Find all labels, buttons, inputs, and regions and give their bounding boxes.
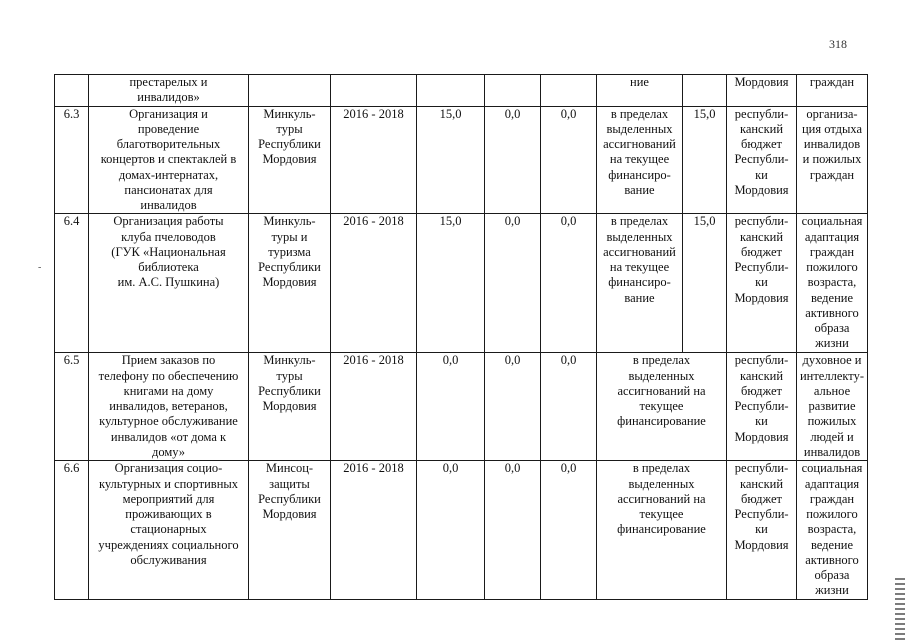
cell-line: выделенных xyxy=(606,229,673,244)
cell-line: мероприятий для xyxy=(122,491,215,506)
cell-line: Республики xyxy=(258,137,321,151)
cell-line: канский xyxy=(739,476,784,491)
funding-cell: ние xyxy=(597,75,683,107)
cell-line: канский xyxy=(739,121,784,136)
cell-line: защиты xyxy=(269,476,310,491)
cell-line: в пределах xyxy=(610,106,669,121)
cell-line: Организация работы xyxy=(113,214,224,229)
cell-line: адаптация xyxy=(804,476,860,491)
cell-line: ассигнований xyxy=(603,244,676,259)
cell-line: концертов и спектаклей в xyxy=(100,152,237,167)
cell-line: социальная xyxy=(801,461,863,476)
cell-line: граждан xyxy=(809,491,855,506)
cell-line: в пределах xyxy=(610,214,669,229)
cell-line: Минкуль- xyxy=(263,106,316,121)
cell-line: вание xyxy=(624,182,655,197)
row-number-cell: 6.3 xyxy=(55,106,89,214)
cell-line: социальная xyxy=(801,214,863,229)
cell-line: инвалидов, ветеранов, xyxy=(109,399,228,413)
cell-line: Мордовия xyxy=(734,429,789,444)
total-cell: 15,0 xyxy=(417,214,485,353)
budget-cell xyxy=(727,461,797,599)
funding-cell xyxy=(597,214,683,353)
cell-line: активного xyxy=(805,305,859,320)
goal-cell xyxy=(797,214,868,353)
cell-line: ки xyxy=(755,167,768,182)
goal-cell xyxy=(797,461,868,599)
cell-line: жизни xyxy=(815,336,849,351)
cell-line: туры xyxy=(276,121,303,136)
budget-cell xyxy=(727,353,797,461)
cell-line: бюджет xyxy=(741,383,782,398)
cell-line: бюджет xyxy=(741,491,782,506)
row-number-cell: 6.5 xyxy=(55,353,89,461)
cell-line: пожилого xyxy=(806,260,858,274)
cell-line: текущее xyxy=(639,399,684,413)
municipal-cell: 0,0 xyxy=(541,353,597,461)
cell-line: и пожилых xyxy=(802,152,862,167)
cell-line: развитие xyxy=(808,399,856,413)
cell-line: Республи- xyxy=(734,399,789,413)
cell-line: инвалидов» xyxy=(137,90,200,105)
cell-line: вание xyxy=(624,290,655,305)
cell-line: бюджет xyxy=(741,137,782,151)
cell-line: Мордовия xyxy=(734,537,789,552)
cell-line: благотворительных xyxy=(116,137,221,151)
responsible-cell xyxy=(249,461,331,599)
responsible-cell xyxy=(249,106,331,214)
municipal-cell: 0,0 xyxy=(541,461,597,599)
cell-line: инвалидов xyxy=(140,198,197,212)
cell-line: на текущее xyxy=(609,260,670,274)
cell-line: ки xyxy=(755,414,768,429)
cell-line: на текущее xyxy=(609,152,670,167)
cell-line: ассигнований на xyxy=(617,491,706,506)
cell-line: жизни xyxy=(815,583,849,598)
republican-cell: 15,0 xyxy=(683,106,727,214)
cell-line: учреждениях социального xyxy=(98,537,239,552)
cell-line: инвалидов xyxy=(803,137,861,151)
cell-line: пансионатах для xyxy=(124,182,213,197)
funding-cell xyxy=(597,106,683,214)
cell-line: выделенных xyxy=(628,476,695,491)
cell-line: выделенных xyxy=(628,368,695,383)
responsible-cell xyxy=(249,353,331,461)
total-cell: 0,0 xyxy=(417,461,485,599)
cell-line: Мордовия xyxy=(734,290,789,305)
budget-cell xyxy=(727,214,797,353)
republican-cell: 15,0 xyxy=(683,214,727,353)
cell-line: инвалидов «от дома к xyxy=(110,429,227,444)
goal-cell: граждан xyxy=(797,75,868,107)
cell-line: Мордовия xyxy=(262,507,317,521)
cell-line: граждан xyxy=(809,167,855,182)
cell-line: Минсоц- xyxy=(265,461,314,476)
event-cell xyxy=(89,214,249,353)
cell-line: в пределах xyxy=(632,353,691,368)
cell-line: библиотека xyxy=(138,260,199,274)
cell-line: республи- xyxy=(734,214,789,229)
table-row xyxy=(55,461,868,599)
federal-cell: 0,0 xyxy=(485,461,541,599)
cell-line: духовное и xyxy=(802,353,862,368)
cell-line: активного xyxy=(805,552,859,567)
cell-line: финансирование xyxy=(617,414,706,429)
cell-line: Республи- xyxy=(734,152,789,167)
cell-line: ассигнований xyxy=(603,137,676,151)
table-row xyxy=(55,106,868,214)
cell-line: Прием заказов по xyxy=(121,353,216,368)
cell-line: образа xyxy=(814,568,850,582)
cell-line: интеллекту- xyxy=(799,368,865,383)
cell-line: организа- xyxy=(806,106,858,121)
cell-line: Республи- xyxy=(734,260,789,274)
cell-line: проведение xyxy=(137,121,200,136)
scan-edge-mark xyxy=(895,578,905,640)
cell-line: финансиро- xyxy=(608,167,671,182)
cell-line: Мордовия xyxy=(262,275,317,290)
cell-line: клуба пчеловодов xyxy=(121,229,216,244)
cell-line: Минкуль- xyxy=(263,214,316,229)
cell-line: культурных и спортивных xyxy=(98,476,239,491)
period-cell: 2016 - 2018 xyxy=(331,461,417,599)
cell-line: Мордовия xyxy=(262,399,317,413)
cell-line: Республики xyxy=(258,491,321,506)
table-row xyxy=(55,214,868,353)
cell-line: в пределах xyxy=(632,461,691,476)
row-number-cell: 6.6 xyxy=(55,461,89,599)
federal-cell: 0,0 xyxy=(485,353,541,461)
cell-line: ция отдыха xyxy=(801,121,863,136)
cell-line: республи- xyxy=(734,461,789,476)
cell-line: обслуживания xyxy=(130,552,207,567)
cell-line: пожилых xyxy=(807,414,857,429)
cell-line: ведение xyxy=(810,537,854,552)
cell-line: ведение xyxy=(810,290,854,305)
cell-line: Организация социо- xyxy=(114,461,223,476)
budget-cell: Мордовия xyxy=(727,75,797,107)
continuation-row xyxy=(55,75,868,107)
cell-line: людей и xyxy=(810,429,854,444)
cell-line: Мордовия xyxy=(734,182,789,197)
period-cell: 2016 - 2018 xyxy=(331,353,417,461)
cell-line: канский xyxy=(739,229,784,244)
event-cell xyxy=(89,106,249,214)
goal-cell xyxy=(797,106,868,214)
period-cell: 2016 - 2018 xyxy=(331,214,417,353)
cell-line: туризма xyxy=(268,244,311,259)
cell-line: престарелых и xyxy=(129,75,208,89)
goal-cell xyxy=(797,353,868,461)
cell-line: финансиро- xyxy=(608,275,671,290)
total-cell: 0,0 xyxy=(417,353,485,461)
cell-line: республи- xyxy=(734,353,789,368)
cell-line: ки xyxy=(755,522,768,537)
cell-line: образа xyxy=(814,321,850,335)
cell-line: Республи- xyxy=(734,507,789,521)
row-number-cell: 6.4 xyxy=(55,214,89,353)
cell-line: инвалидов xyxy=(803,444,861,459)
municipal-cell: 0,0 xyxy=(541,106,597,214)
program-table xyxy=(54,74,868,600)
cell-line: туры xyxy=(276,368,303,383)
cell-line: культурное обслуживание xyxy=(99,414,238,429)
cell-line: альное xyxy=(813,383,851,398)
scan-dash-mark: - xyxy=(38,262,42,273)
cell-line: домах-интернатах, xyxy=(118,167,219,182)
cell-line: бюджет xyxy=(741,244,782,259)
cell-line: Республики xyxy=(258,383,321,398)
cell-line: стационарных xyxy=(130,522,207,537)
cell-line: Минкуль- xyxy=(263,353,316,368)
cell-line: Организация и xyxy=(129,106,208,121)
budget-cell xyxy=(727,106,797,214)
funding-cell xyxy=(597,461,727,599)
cell-line: канский xyxy=(739,368,784,383)
cell-line: возраста, xyxy=(807,275,857,290)
responsible-cell xyxy=(249,214,331,353)
cell-line: граждан xyxy=(809,244,855,259)
cell-line: книгами на дому xyxy=(123,383,214,398)
municipal-cell: 0,0 xyxy=(541,214,597,353)
cell-line: Республики xyxy=(258,260,321,274)
funding-cell xyxy=(597,353,727,461)
period-cell: 2016 - 2018 xyxy=(331,106,417,214)
cell-line: им. А.С. Пушкина) xyxy=(117,275,220,290)
federal-cell: 0,0 xyxy=(485,214,541,353)
cell-line: ассигнований на xyxy=(617,383,706,398)
cell-line: адаптация xyxy=(804,229,860,244)
cell-line: текущее xyxy=(639,507,684,521)
total-cell: 15,0 xyxy=(417,106,485,214)
cell-line: телефону по обеспечению xyxy=(98,368,239,383)
num-cell xyxy=(55,75,89,107)
cell-line: (ГУК «Национальная xyxy=(111,244,226,259)
cell-line: туры и xyxy=(271,229,308,244)
cell-line: пожилого xyxy=(806,507,858,521)
cell-line: финансирование xyxy=(617,522,706,537)
cell-line: Мордовия xyxy=(262,152,317,167)
event-cell xyxy=(89,75,249,107)
cell-line: выделенных xyxy=(606,121,673,136)
federal-cell: 0,0 xyxy=(485,106,541,214)
cell-line: республи- xyxy=(734,106,789,121)
cell-line: проживающих в xyxy=(125,507,212,521)
cell-line: дому» xyxy=(151,444,186,459)
table-row xyxy=(55,353,868,461)
cell-line: возраста, xyxy=(807,522,857,537)
page-number: 318 xyxy=(829,37,847,51)
cell-line: ки xyxy=(755,275,768,290)
event-cell xyxy=(89,353,249,461)
event-cell xyxy=(89,461,249,599)
